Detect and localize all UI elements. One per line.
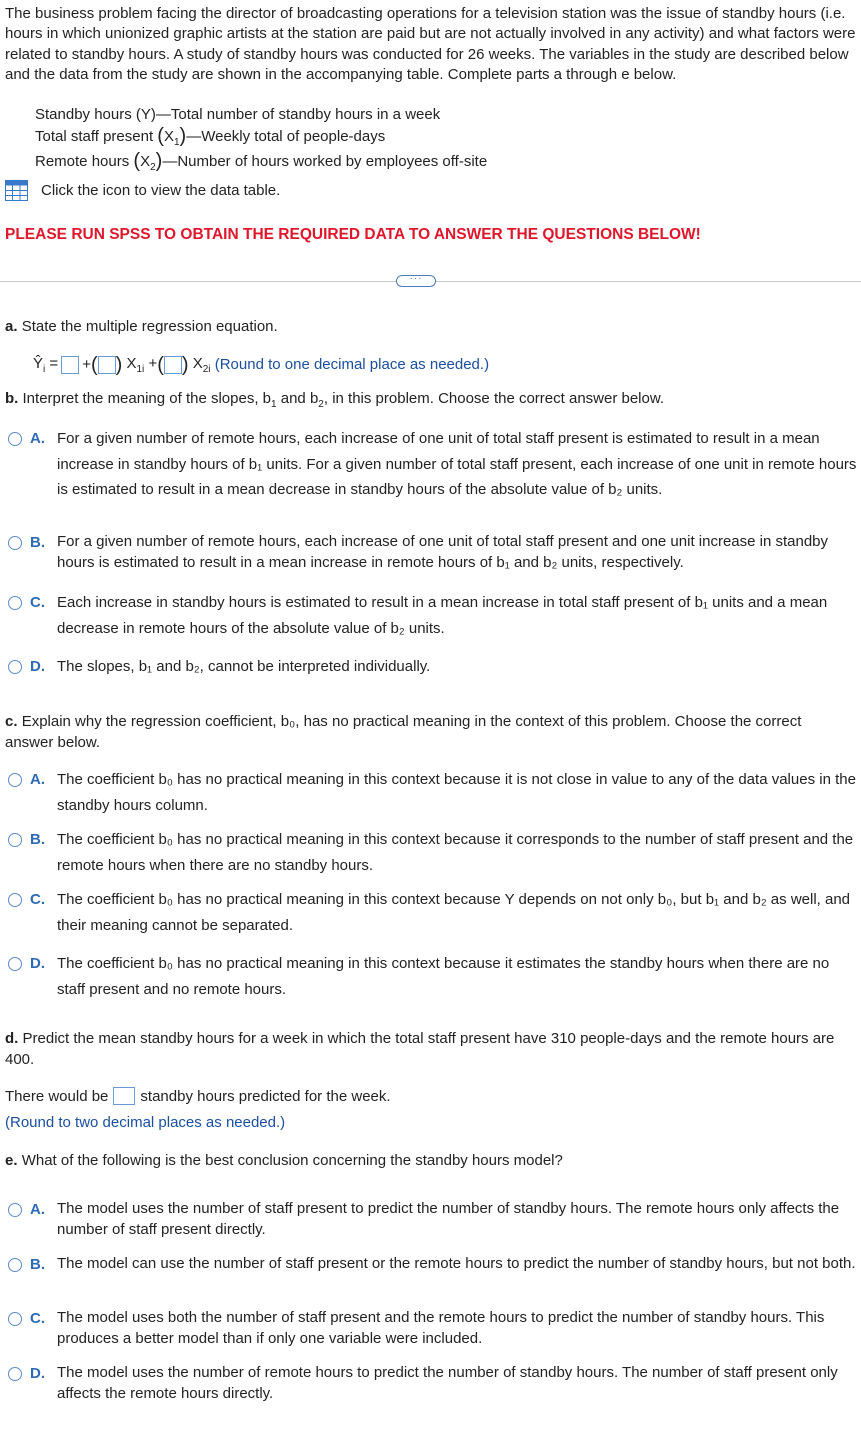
data-table-link-text: Click the icon to view the data table. — [41, 181, 281, 199]
part-b-option-d[interactable]: D. The slopes, b₁ and b₂, cannot be interpreted individually. — [8, 658, 858, 680]
part-e-question: e. What of the following is the best conclusion concerning the standby hours model? — [5, 1152, 563, 1169]
part-c-option-b[interactable]: B. The coefficient b₀ has no practical meaning in this context because it corresponds to the number of staff present and the remote hours when there are no standby hours. — [8, 831, 858, 878]
radio-button[interactable] — [8, 536, 22, 550]
regression-equation: $Ŷ_i$ = + ( ) $X_{1i}$ + ( ) $X_{2i}$ (Round to one decimal place as needed.) — [33, 354, 490, 376]
radio-button[interactable] — [8, 1203, 22, 1217]
part-a-question: a. State the multiple regression equation. — [5, 318, 278, 335]
part-d-question: d. Predict the mean standby hours for a week in which the total staff present have 310 people-days and the remote hours are 400. — [5, 1030, 835, 1068]
problem-description: The business problem facing the director of broadcasting operations for a television station was the issue of standby hours (i.e. hours in which unionized graphic artists at the station are paid but are not actually involved in any activity) and what factors were related to standby hours. A study of standby hours was conducted for 26 weeks. The variables in the study are described below and the data from the study are shown in the accompanying table. Complete parts a through e below. — [5, 5, 856, 84]
radio-button[interactable] — [8, 596, 22, 610]
radio-button[interactable] — [8, 773, 22, 787]
part-e-option-d[interactable]: D. The model uses the number of remote hours to predict the number of standby hours. The number of staff present only affects the remote hours directly. — [8, 1365, 858, 1404]
variable-x1: Total staff present $(X_1)—Weekly$ total of people-days — [35, 125, 386, 148]
radio-button[interactable] — [8, 1312, 22, 1326]
part-c-option-a[interactable]: A. The coefficient b₀ has no practical meaning in this context because it is not close in value to any of the data values in the standby hours column. — [8, 771, 858, 818]
radio-button[interactable] — [8, 432, 22, 446]
part-e-option-a[interactable]: A. The model uses the number of staff present to predict the number of standby hours. The remote hours only affects the number of staff present directly. — [8, 1201, 858, 1240]
part-b-option-b[interactable]: B. For a given number of remote hours, each increase of one unit of total staff present and one unit increase in standby hours is estimated to result in a mean increase in remote hours of b₁ and b₂ units, respectively. — [8, 534, 858, 573]
radio-button[interactable] — [8, 833, 22, 847]
radio-button[interactable] — [8, 1258, 22, 1272]
part-c-option-d[interactable]: D. The coefficient b₀ has no practical meaning in this context because it estimates the standby hours when there are no staff present and no remote hours. — [8, 955, 858, 1002]
part-c-option-c[interactable]: C. The coefficient b₀ has no practical meaning in this context because Y depends on not only b₀, but b₁ and b₂ as well, and their meaning cannot be separated. — [8, 891, 858, 938]
radio-button[interactable] — [8, 1367, 22, 1381]
variable-x1-name: Total staff present — [35, 128, 154, 145]
part-e-option-b[interactable]: B. The model can use the number of staff present or the remote hours to predict the number of standby hours, but not both. — [8, 1256, 858, 1275]
data-table-icon[interactable] — [5, 180, 28, 201]
radio-button[interactable] — [8, 893, 22, 907]
part-a-hint: (Round to one decimal place as needed.) — [214, 356, 490, 373]
spss-warning: PLEASE RUN SPSS TO OBTAIN THE REQUIRED DATA TO ANSWER THE QUESTIONS BELOW! — [5, 226, 701, 243]
data-table-link[interactable] — [5, 180, 280, 201]
variable-x2-desc: —Number of hours worked by employees off-site — [162, 153, 488, 170]
part-b-question: b. Interpret the meaning of the slopes, $b_1$ and $b_2$, in this problem. Choose the correct answer below. — [5, 390, 665, 410]
part-b-option-c[interactable]: C. Each increase in standby hours is estimated to result in a mean increase in total staff present of b₁ units and a mean decrease in remote hours of the absolute value of b₂ units. — [8, 594, 858, 641]
expand-more-button[interactable]: ··· — [396, 275, 436, 287]
intercept-input[interactable] — [61, 356, 79, 374]
part-d-answer-line: There would be standby hours predicted for the week. — [5, 1087, 391, 1105]
b2-input[interactable] — [164, 356, 182, 374]
variable-x1-desc: —Weekly total of people-days — [186, 128, 386, 145]
prediction-input[interactable] — [113, 1087, 135, 1105]
radio-button[interactable] — [8, 660, 22, 674]
part-e-option-c[interactable]: C. The model uses both the number of staff present and the remote hours to predict the number of standby hours. This produces a better model than if only one variable were included. — [8, 1310, 858, 1349]
radio-button[interactable] — [8, 957, 22, 971]
part-c-question: c. Explain why the regression coefficient, b₀, has no practical meaning in the context of this problem. Choose the correct answer below. — [5, 713, 802, 751]
part-d-hint: (Round to two decimal places as needed.) — [5, 1114, 286, 1131]
variable-x2: Remote hours $(X_2)—Number$ of hours worked by employees off-site — [35, 150, 488, 173]
variable-y: Standby hours (Y)—Total number of standby hours in a week — [35, 106, 441, 123]
b1-input[interactable] — [98, 356, 116, 374]
part-b-option-a[interactable]: A. For a given number of remote hours, each increase of one unit of total staff present is estimated to result in a mean increase in standby hours of b₁ units. For a given number of total staff present, each increase of one unit in remote hours is estimated to result in a mean decrease in standby hours of the absolute value of b₂ units. — [8, 430, 858, 503]
variable-x2-name: Remote hours — [35, 153, 130, 170]
